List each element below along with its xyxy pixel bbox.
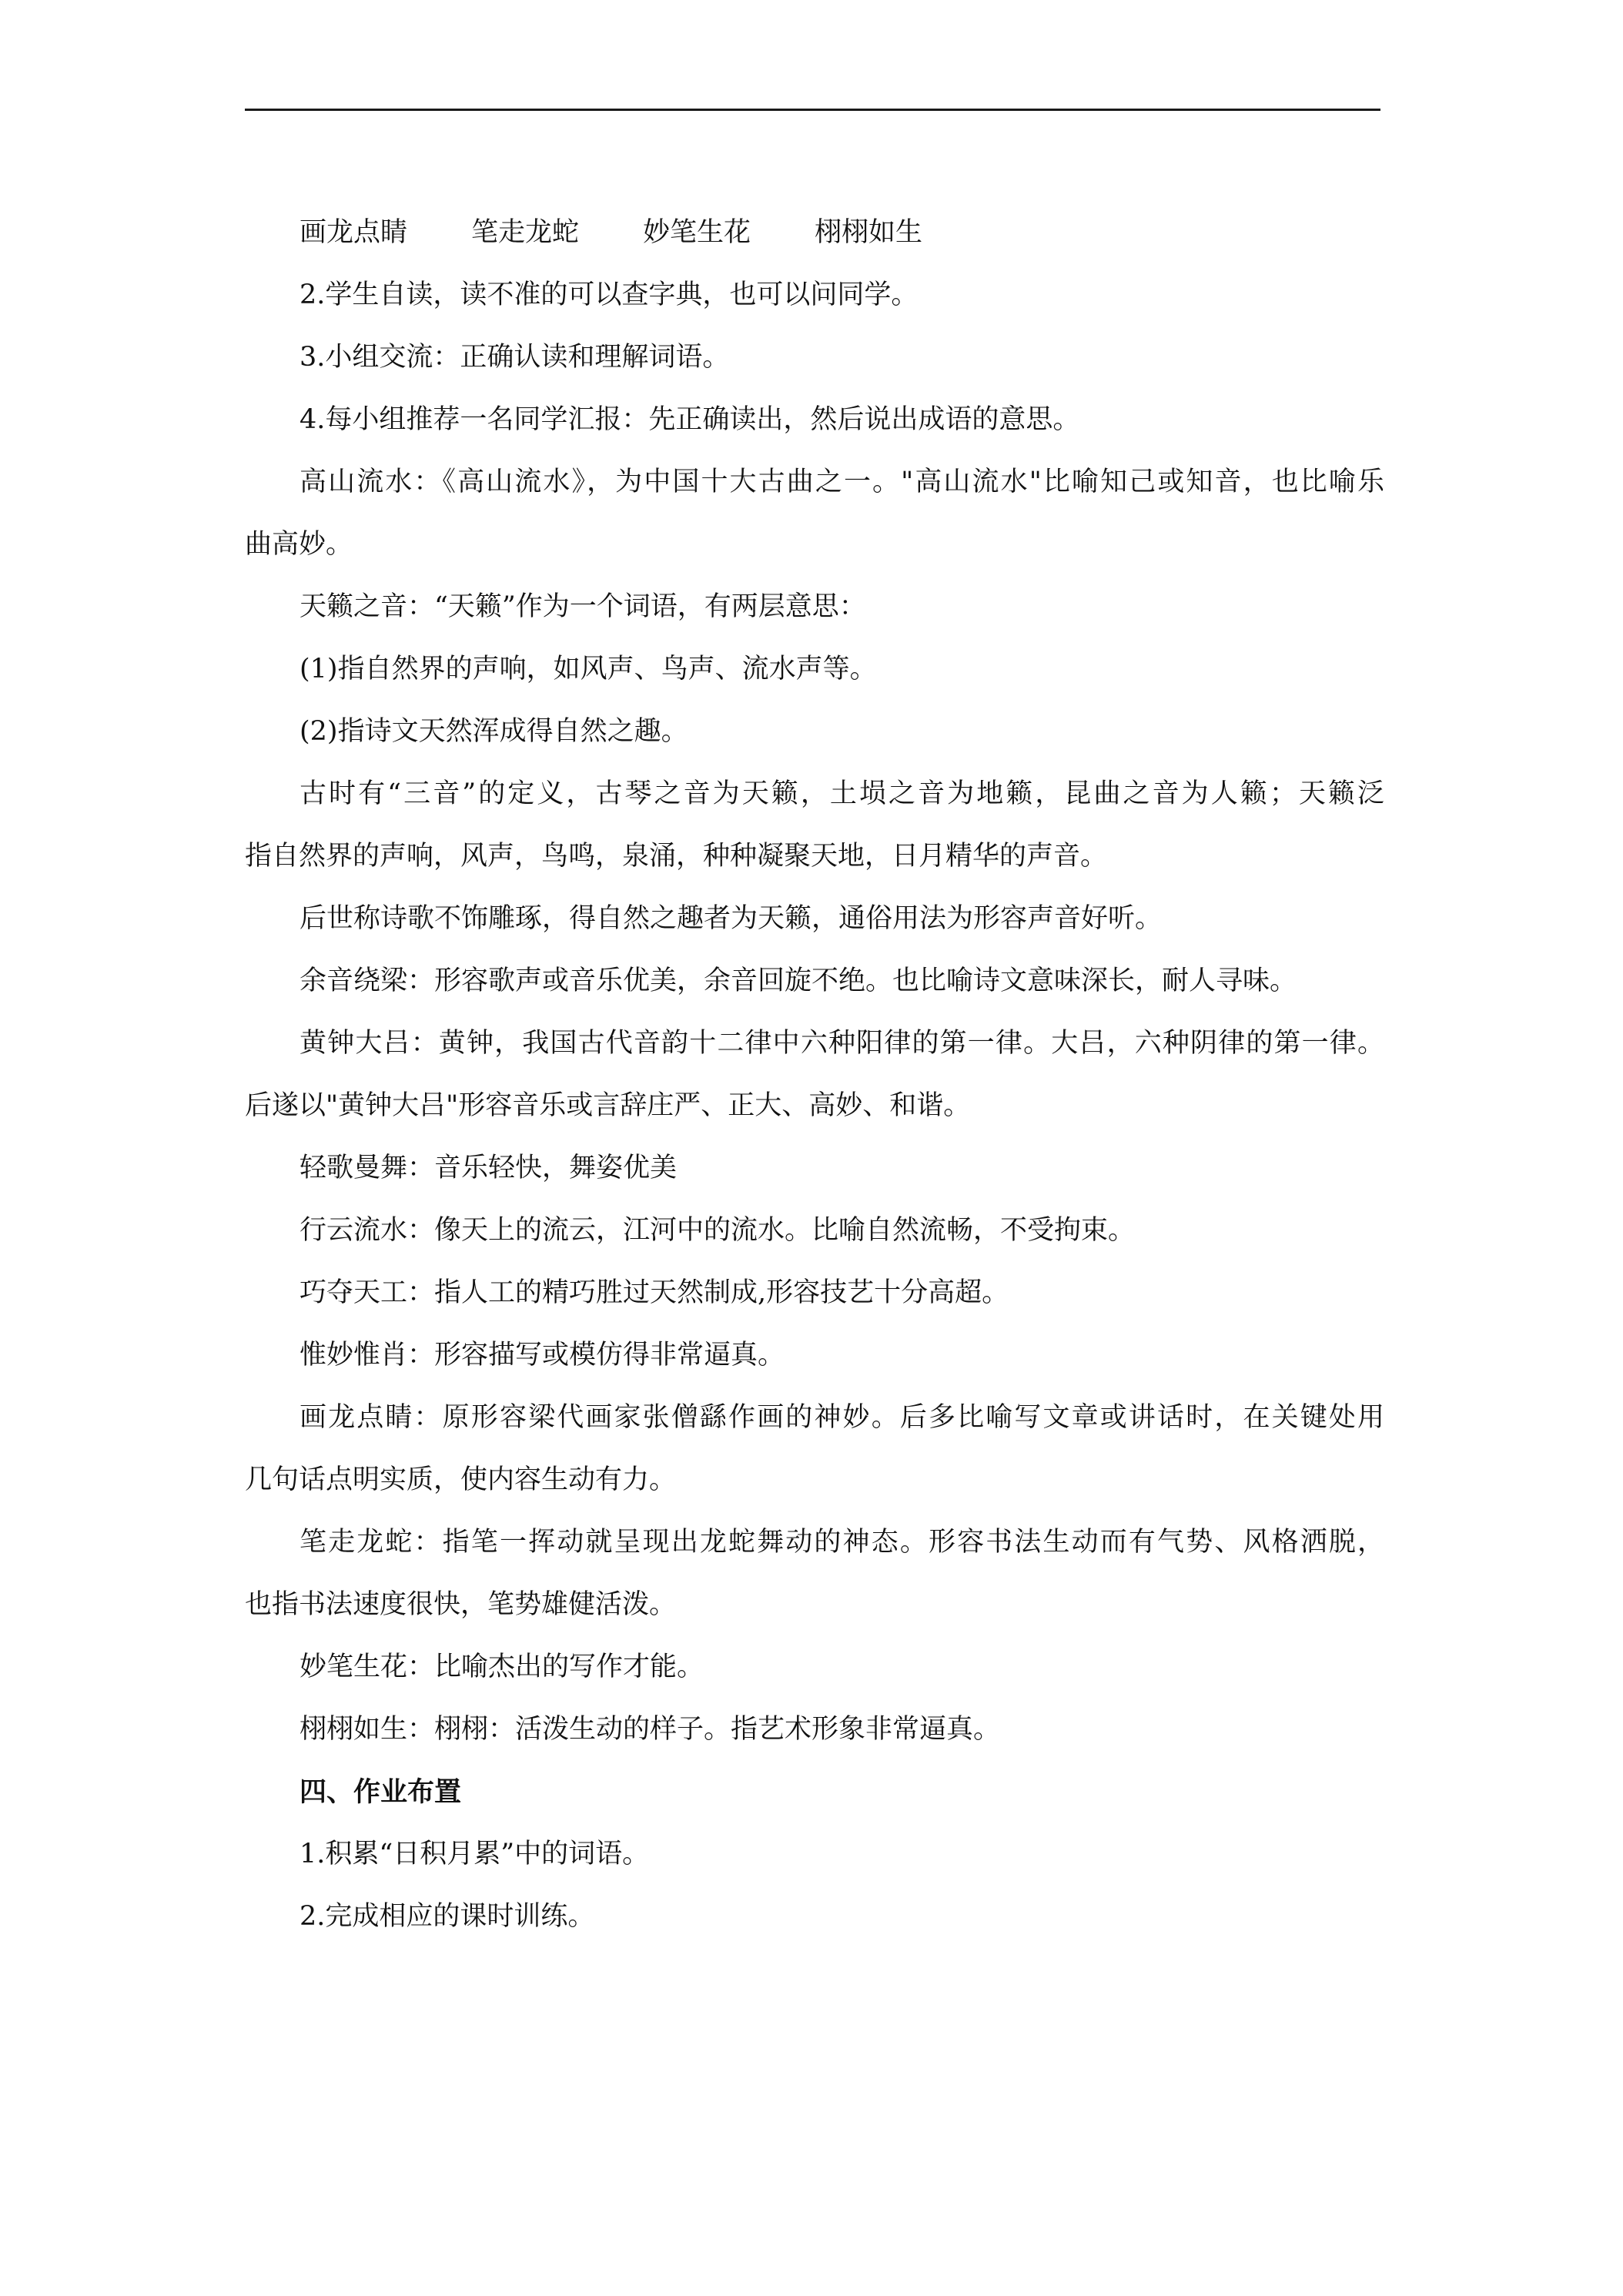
definition-weimiao-weixiao: 惟妙惟肖：形容描写或模仿得非常逼真。	[300, 1340, 785, 1371]
section-heading-homework: 四、作业布置	[300, 1776, 462, 1808]
definition-yuyin-raoliang: 余音绕梁：形容歌声或音乐优美，余音回旋不绝。也比喻诗文意味深长，耐人寻味。	[300, 966, 1297, 996]
idiom-item: 妙笔生花	[643, 217, 751, 248]
definition-huangzhong-dalv: 黄钟大吕：黄钟，我国古代音韵十二律中六种阳律的第一律。大吕，六种阴律的第一律。	[300, 1028, 1384, 1059]
step-group-discussion: 3.小组交流：正确认读和理解词语。	[300, 342, 730, 373]
idiom-item: 画龙点睛	[300, 217, 408, 248]
idiom-item: 栩栩如生	[815, 217, 923, 248]
definition-qiaoduo-tiangong: 巧夺天工：指人工的精巧胜过天然制成,形容技艺十分高超。	[300, 1277, 1009, 1308]
definition-tianlai-meaning-2: (2)指诗文天然浑成得自然之趣。	[300, 716, 688, 747]
definition-tianlai-meaning-1: (1)指自然界的声响，如风声、鸟声、流水声等。	[300, 654, 877, 684]
document-body	[245, 202, 1384, 1948]
paragraph-three-sounds-cont: 指自然界的声响，风声，鸟鸣，泉涌，种种凝聚天地，日月精华的声音。	[245, 841, 1108, 872]
definition-bizou-longshe: 笔走龙蛇：指笔一挥动就呈现出龙蛇舞动的神态。形容书法生动而有气势、风格洒脱，	[300, 1527, 1384, 1558]
homework-item-1: 1.积累“日积月累”中的词语。	[300, 1839, 650, 1869]
definition-huangzhong-dalv-cont: 后遂以"黄钟大吕"形容音乐或言辞庄严、正大、高妙、和谐。	[245, 1090, 971, 1121]
definition-xuxu-rusheng: 栩栩如生：栩栩：活泼生动的样子。指艺术形象非常逼真。	[300, 1714, 1001, 1745]
paragraph-three-sounds: 古时有“三音”的定义，古琴之音为天籁，土埙之音为地籁，昆曲之音为人籁；天籁泛	[300, 778, 1384, 809]
definition-xingyun-liushui: 行云流水：像天上的流云，江河中的流水。比喻自然流畅，不受拘束。	[300, 1215, 1136, 1246]
definition-hualong-dianjing: 画龙点睛：原形容梁代画家张僧繇作画的神妙。后多比喻写文章或讲话时，在关键处用	[300, 1402, 1384, 1433]
idiom-list	[245, 202, 1384, 264]
step-group-report: 4.每小组推荐一名同学汇报：先正确读出，然后说出成语的意思。	[300, 404, 1080, 435]
definition-gaoshan-liushui: 高山流水：《高山流水》，为中国十大古曲之一。"高山流水"比喻知己或知音，也比喻乐	[300, 467, 1384, 497]
definition-gaoshan-liushui-cont: 曲高妙。	[245, 529, 353, 560]
header-rule	[245, 109, 1380, 111]
step-self-reading: 2.学生自读，读不准的可以查字典，也可以问同学。	[300, 279, 919, 310]
homework-item-2: 2.完成相应的课时训练。	[300, 1901, 595, 1932]
idiom-item: 笔走龙蛇	[471, 217, 580, 248]
paragraph-later-usage: 后世称诗歌不饰雕琢，得自然之趣者为天籁，通俗用法为形容声音好听。	[300, 903, 1163, 934]
definition-miaobi-shenghua: 妙笔生花：比喻杰出的写作才能。	[300, 1652, 704, 1682]
definition-hualong-dianjing-cont: 几句话点明实质，使内容生动有力。	[245, 1464, 677, 1495]
definition-qingge-manwu: 轻歌曼舞：音乐轻快，舞姿优美	[300, 1153, 678, 1183]
definition-bizou-longshe-cont: 也指书法速度很快，笔势雄健活泼。	[245, 1589, 677, 1620]
definition-tianlai-intro: 天籁之音：“天籁”作为一个词语，有两层意思：	[300, 591, 866, 622]
